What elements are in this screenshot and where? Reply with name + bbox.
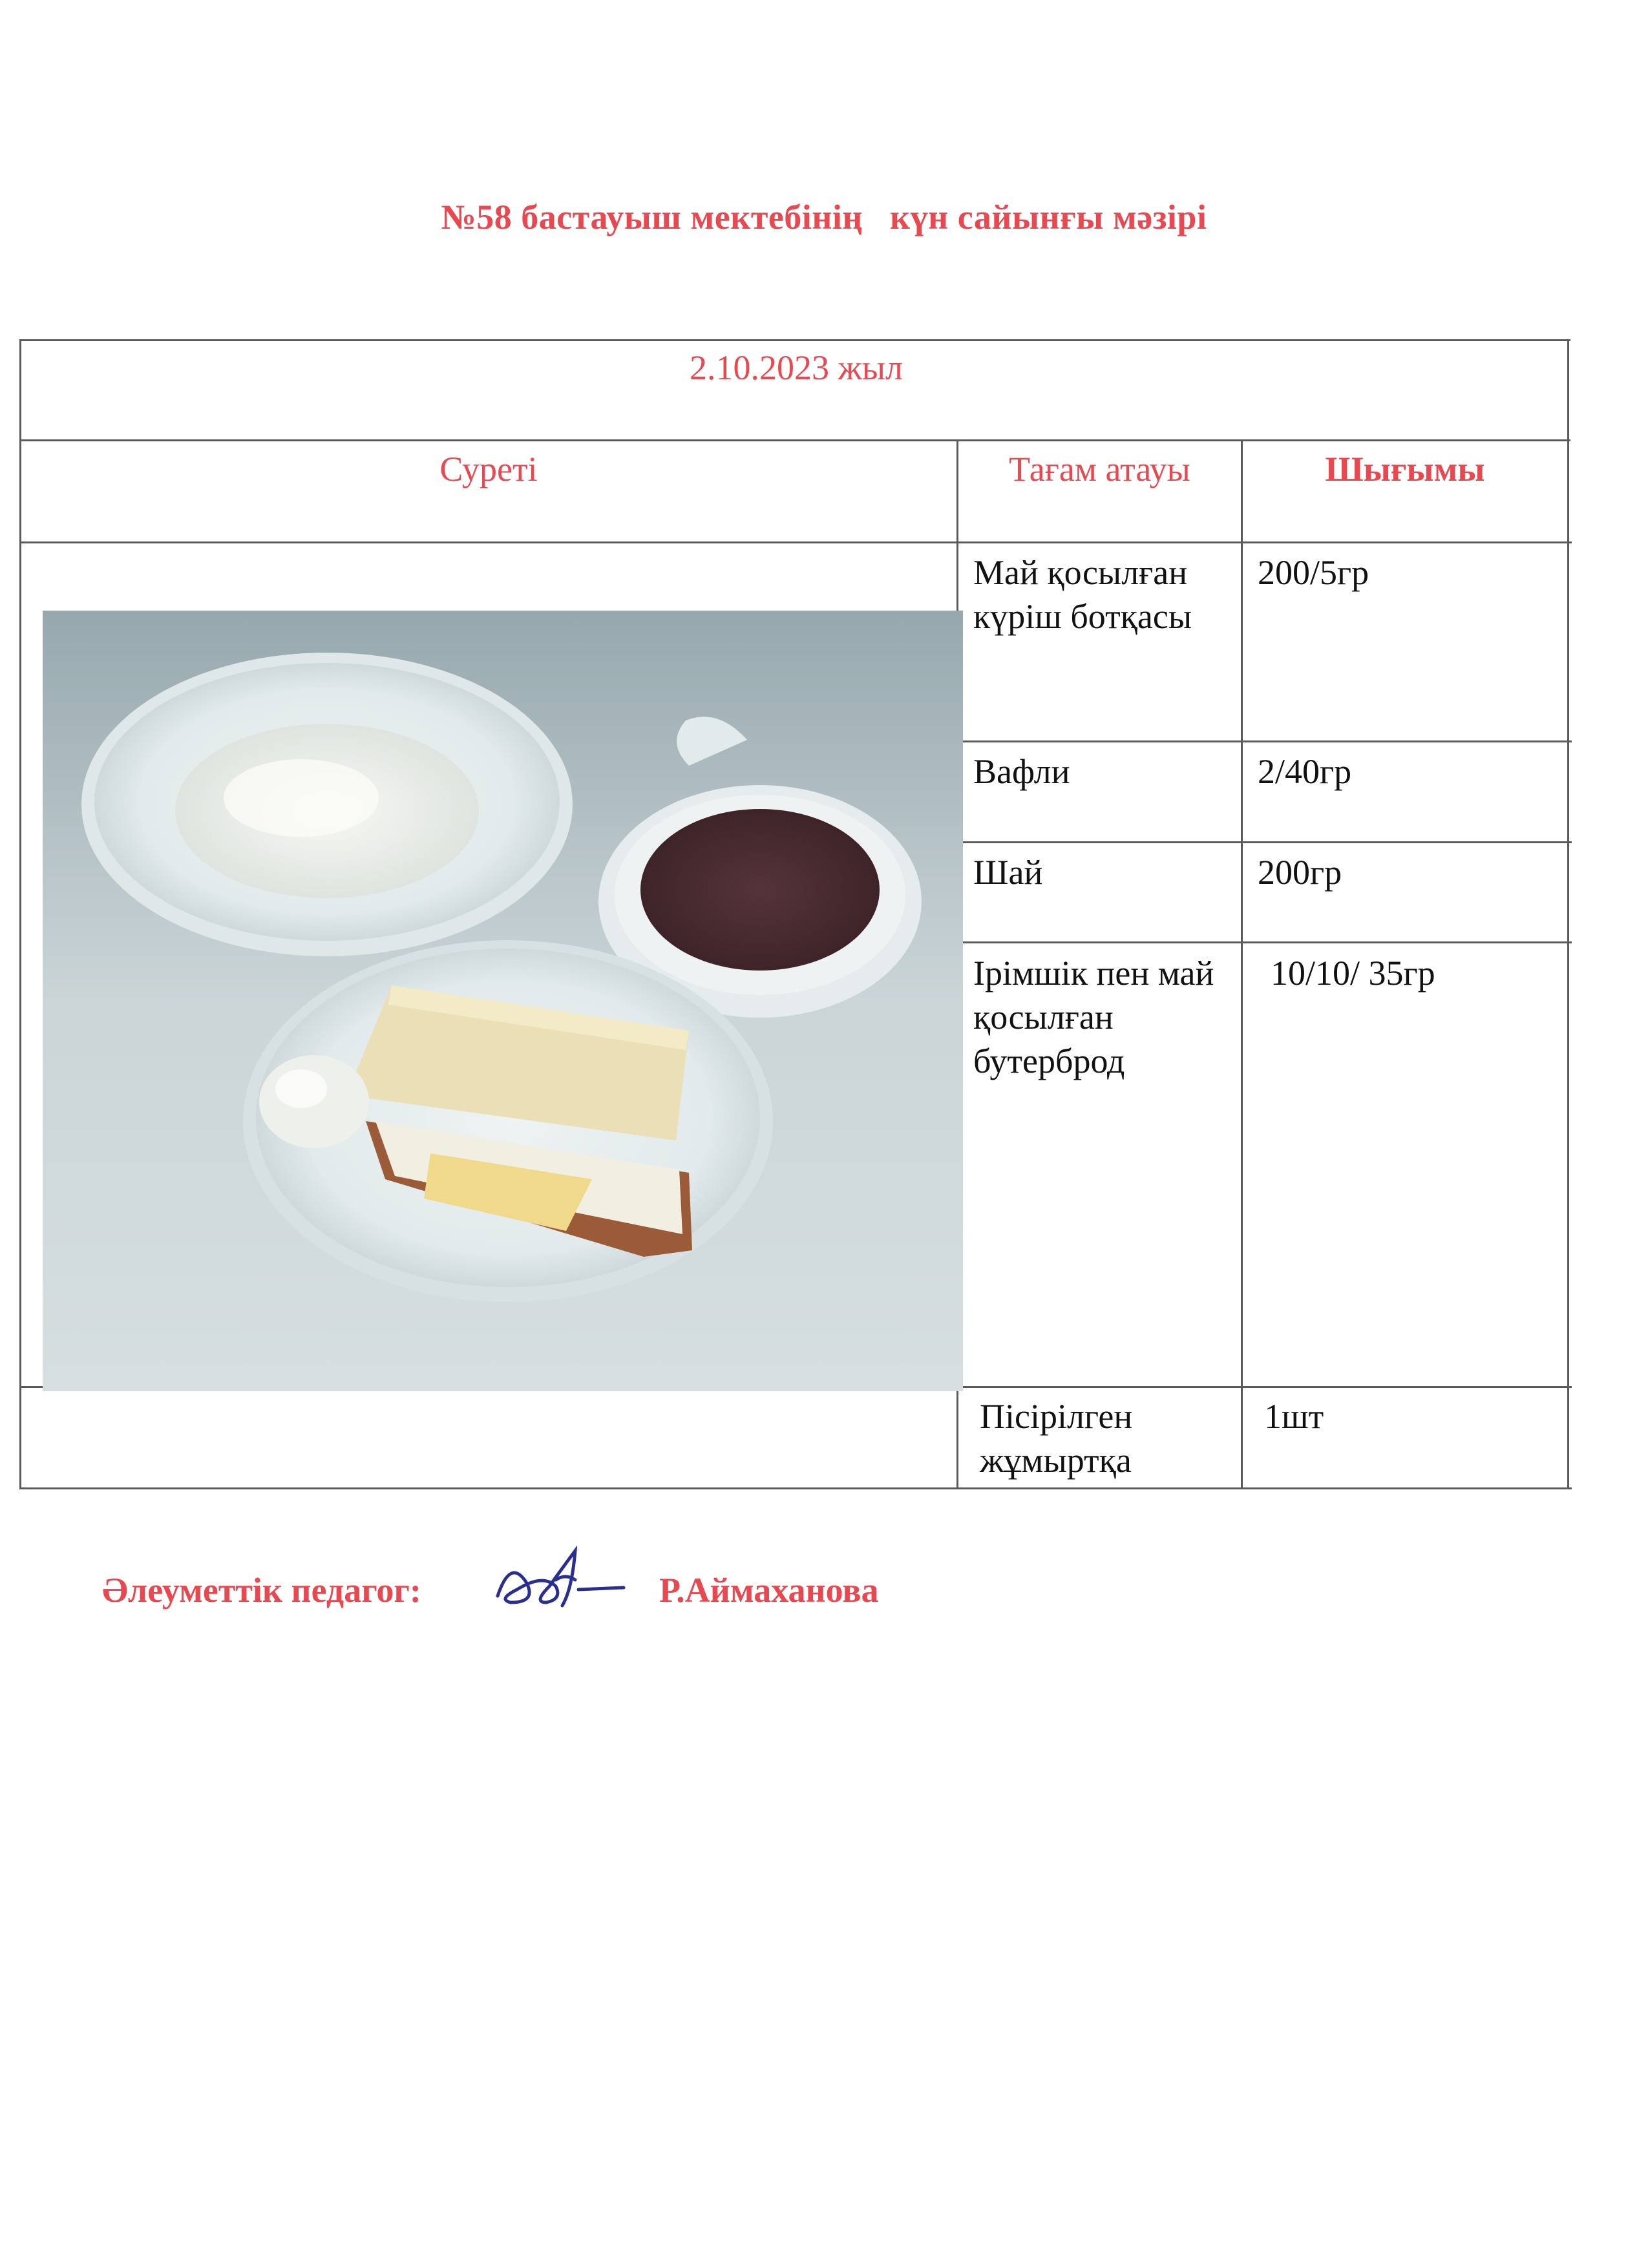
- dish-output-boiled-egg: 1шт: [1264, 1397, 1324, 1436]
- dish-output-rice-porridge: 200/5гр: [1258, 553, 1369, 592]
- dish-name-tea: Шай: [973, 853, 1043, 892]
- handwritten-signature: [491, 1535, 627, 1619]
- dish-name-waffle: Вафли: [973, 752, 1070, 791]
- document-title: №58 бастауыш мектебінің күн сайынғы мәзірі: [441, 198, 1207, 236]
- dish-name-sandwich: Ірімшік пен май қосылған бутерброд: [973, 954, 1214, 1080]
- header-photo: Суреті: [439, 450, 538, 488]
- header-dish: Тағам атауы: [1009, 450, 1190, 488]
- meal-photo: [43, 611, 963, 1391]
- signature-role-label: Әлеуметтік педагог:: [102, 1571, 421, 1610]
- dish-output-tea: 200гр: [1258, 853, 1342, 892]
- dish-name-boiled-egg: Пісірілген жұмыртқа: [980, 1397, 1133, 1480]
- dish-name-rice-porridge: Май қосылған күріш ботқасы: [973, 553, 1192, 636]
- dish-output-waffle: 2/40гр: [1258, 752, 1352, 791]
- signature-name: Р.Аймаханова: [659, 1571, 879, 1610]
- header-output: Шығымы: [1325, 450, 1485, 488]
- dish-output-sandwich: 10/10/ 35гр: [1271, 954, 1435, 992]
- menu-date: 2.10.2023 жыл: [689, 348, 903, 387]
